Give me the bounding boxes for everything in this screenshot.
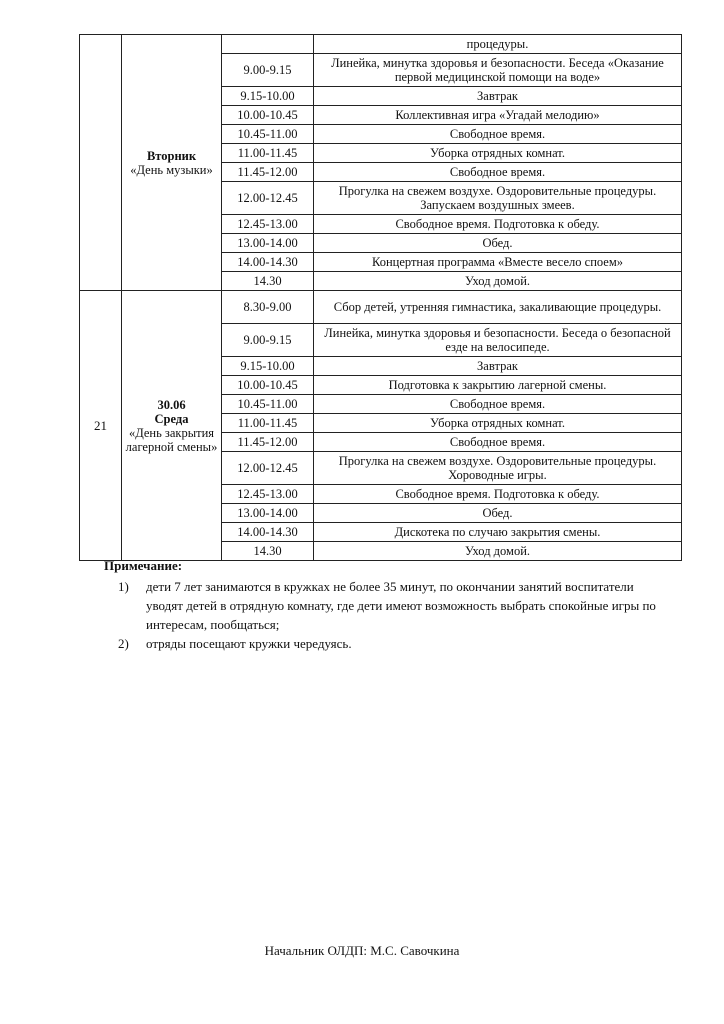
time-cell: 12.45-13.00 [222, 215, 314, 234]
time-cell: 14.00-14.30 [222, 253, 314, 272]
activity-cell: Свободное время. [314, 125, 682, 144]
time-cell: 11.45-12.00 [222, 433, 314, 452]
activity-cell: Концертная программа «Вместе весело споем» [314, 253, 682, 272]
activity-cell: Свободное время. Подготовка к обеду. [314, 215, 682, 234]
activity-cell: Свободное время. Подготовка к обеду. [314, 485, 682, 504]
activity-cell: Завтрак [314, 87, 682, 106]
activity-cell: Обед. [314, 234, 682, 253]
activity-cell: Завтрак [314, 357, 682, 376]
schedule-row [80, 291, 682, 324]
time-cell: 10.45-11.00 [222, 125, 314, 144]
activity-cell: Прогулка на свежем воздухе. Оздоровительные процедуры. Запускаем воздушных змеев. [314, 182, 682, 215]
note-item-number: 1) [118, 579, 129, 594]
note-item-text: дети 7 лет занимаются в кружках не более 35 минут, по окончании занятий воспитатели уводят детей в отрядную комнату, где дети имеют возможность выбрать спокойные игры по интересам, пообщаться; [146, 579, 656, 632]
activity-cell: Линейка, минутка здоровья и безопасности. Беседа о безопасной езде на велосипеде. [314, 324, 682, 357]
time-cell: 9.00-9.15 [222, 324, 314, 357]
activity-cell: Сбор детей, утренняя гимнастика, закаливающие процедуры. [314, 291, 682, 324]
activity-cell: Уборка отрядных комнат. [314, 144, 682, 163]
schedule-table [79, 34, 682, 561]
day-theme: «День музыки» [130, 162, 213, 177]
time-cell: 13.00-14.00 [222, 504, 314, 523]
activity-cell: Уход домой. [314, 272, 682, 291]
schedule-row [80, 35, 682, 54]
activity-cell: Уход домой. [314, 542, 682, 561]
time-cell: 14.30 [222, 542, 314, 561]
day-number-cell: 21 [80, 291, 122, 561]
time-cell: 11.00-11.45 [222, 144, 314, 163]
time-cell: 9.00-9.15 [222, 54, 314, 87]
day-name: Среда [154, 411, 189, 426]
time-cell: 11.45-12.00 [222, 163, 314, 182]
activity-cell: Обед. [314, 504, 682, 523]
note-section [104, 556, 664, 653]
activity-cell: Свободное время. [314, 163, 682, 182]
day-theme: «День закрытия лагерной смены» [125, 425, 218, 454]
time-cell: 9.15-10.00 [222, 87, 314, 106]
time-cell: 9.15-10.00 [222, 357, 314, 376]
day-cell [122, 35, 222, 291]
note-item [104, 577, 664, 634]
activity-cell: Свободное время. [314, 395, 682, 414]
time-cell: 14.00-14.30 [222, 523, 314, 542]
activity-cell: Уборка отрядных комнат. [314, 414, 682, 433]
time-cell: 10.00-10.45 [222, 106, 314, 125]
day-name: Вторник [146, 148, 197, 163]
note-item-text: отряды посещают кружки чередуясь. [146, 636, 352, 651]
activity-cell: Дискотека по случаю закрытия смены. [314, 523, 682, 542]
activity-cell: Подготовка к закрытию лагерной смены. [314, 376, 682, 395]
time-cell: 14.30 [222, 272, 314, 291]
activity-cell: процедуры. [314, 35, 682, 54]
signature-line: Начальник ОЛДП: М.С. Савочкина [264, 943, 460, 958]
time-cell: 12.45-13.00 [222, 485, 314, 504]
time-cell: 12.00-12.45 [222, 452, 314, 485]
day-date: 30.06 [157, 397, 186, 412]
activity-cell: Свободное время. [314, 433, 682, 452]
time-cell: 10.45-11.00 [222, 395, 314, 414]
time-cell: 8.30-9.00 [222, 291, 314, 324]
activity-cell: Линейка, минутка здоровья и безопасности. Беседа «Оказание первой медицинской помощи на воде» [314, 54, 682, 87]
time-cell: 13.00-14.00 [222, 234, 314, 253]
note-title: Примечание: [104, 558, 183, 573]
activity-cell: Прогулка на свежем воздухе. Оздоровительные процедуры. Хороводные игры. [314, 452, 682, 485]
time-cell: 10.00-10.45 [222, 376, 314, 395]
time-cell: 11.00-11.45 [222, 414, 314, 433]
note-item-number: 2) [118, 636, 129, 651]
time-cell [222, 35, 314, 54]
time-cell: 12.00-12.45 [222, 182, 314, 215]
day-cell [122, 291, 222, 561]
activity-cell: Коллективная игра «Угадай мелодию» [314, 106, 682, 125]
note-item [104, 634, 664, 653]
day-number-cell [80, 35, 122, 291]
